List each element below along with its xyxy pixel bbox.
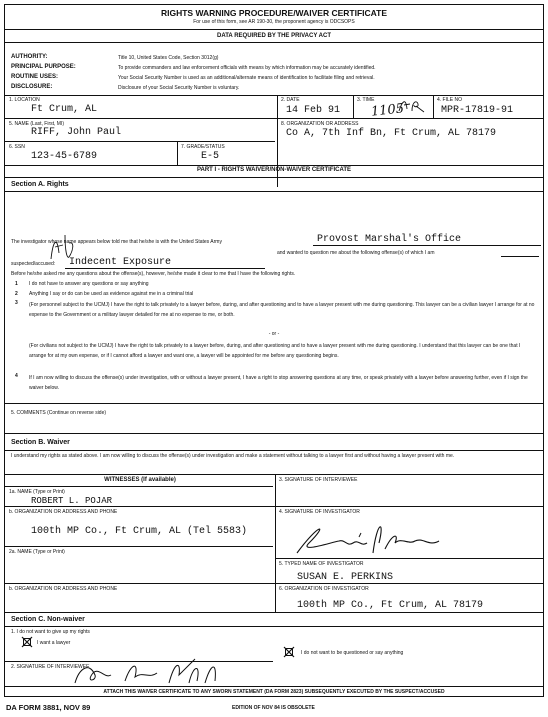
check-mark-icon [283, 646, 295, 658]
signature-interviewee-label: 3. SIGNATURE OF INTERVIEWEE [279, 477, 358, 483]
right-1-text: I do not have to answer any questions or say anything [29, 281, 149, 287]
typed-name-value[interactable]: SUSAN E. PERKINS [297, 572, 394, 583]
section-b-title: Section B. Waiver [11, 439, 70, 446]
non-waiver-signature-label: 2. SIGNATURE OF INTERVIEWEE [11, 664, 90, 670]
date-value[interactable]: 14 Feb 91 [286, 105, 341, 116]
part1-title: PART I - RIGHTS WAIVER/NON-WAIVER CERTIFICATE [196, 167, 352, 173]
ssn-value[interactable]: 123-45-6789 [31, 151, 98, 162]
file-no-value[interactable]: MPR-17819-91 [441, 105, 514, 116]
rights-before-text: Before he/she asked me any questions about the offense(s), however, he/she made it clear to me that I have the following rights. [11, 271, 296, 277]
organization-value[interactable]: Co A, 7th Inf Bn, Ft Crum, AL 78179 [286, 128, 497, 139]
form-title: RIGHTS WARNING PROCEDURE/WAIVER CERTIFICATE [160, 8, 388, 18]
location-value[interactable]: Ft Crum, AL [31, 104, 98, 115]
witness-1-name-label: 1a. NAME (Type or Print) [9, 489, 65, 495]
rights-intro-1: The investigator whose name appears below told me that he/she is with the United States Army [11, 239, 222, 245]
time-value[interactable]: 1105 [370, 101, 405, 120]
right-3-number: 3 [15, 300, 18, 306]
witness-2-org-label: b. ORGANIZATION OR ADDRESS AND PHONE [9, 586, 118, 592]
name-label: 5. NAME (Last, First, MI) [9, 121, 65, 127]
right-1-number: 1 [15, 281, 18, 287]
non-waiver-line-1: 1. I do not want to give up my rights [11, 629, 90, 635]
want-lawyer-label: I want a lawyer [37, 640, 71, 646]
rights-waiver-form [4, 4, 544, 697]
or-separator: - or - [268, 331, 280, 337]
right-4-number: 4 [15, 373, 18, 379]
comments-label: 5. COMMENTS (Continue on reverse side) [11, 410, 107, 416]
name-value[interactable]: RIFF, John Paul [31, 127, 122, 138]
initials-signature [397, 97, 427, 113]
witness-1-org-label: b. ORGANIZATION OR ADDRESS AND PHONE [9, 509, 118, 515]
investigator-org-label: 6. ORGANIZATION OF INVESTIGATOR [279, 586, 369, 592]
disclosure-label: DISCLOSURE: [11, 84, 53, 90]
grade-label: 7. GRADE/STATUS [181, 144, 225, 150]
witness-1-name-value[interactable]: ROBERT L. POJAR [31, 496, 113, 506]
right-3-text: (For personnel subject to the UCMJ) I have the right to talk privately to a lawyer before, during, and after questioning and to have a lawyer present with me during questioning. This lawyer can be a civilian lawyer I arrange for at no expense to the Government or a military lawyer detailed for me at no expense to me, or both. [29, 302, 535, 318]
file-no-label: 4. FILE NO [437, 97, 463, 103]
grade-value[interactable]: E-5 [201, 151, 220, 162]
right-2-number: 2 [15, 291, 18, 297]
suspected-label: suspected/accused: [11, 261, 56, 267]
agency-value[interactable]: Provost Marshal's Office [313, 234, 541, 246]
investigator-signature [289, 513, 469, 563]
edition-note: EDITION OF NOV 84 IS OBSOLETE [232, 705, 315, 711]
purpose-text: To provide commanders and law enforcement officials with means by which information may be accurately identified. [118, 65, 376, 71]
signature-investigator-label: 4. SIGNATURE OF INVESTIGATOR [279, 509, 360, 515]
waiver-text: I understand my rights as stated above. I am now willing to discuss the offense(s) under investigation and make a statement without talking to a lawyer first and without having a lawyer present with me. [11, 453, 455, 459]
section-c-title: Section C. Non-waiver [11, 616, 85, 623]
routine-uses-label: ROUTINE USES: [11, 74, 59, 80]
form-subtitle: For use of this form, see AR 190-30, the proponent agency is ODCSOPS [193, 19, 355, 25]
typed-name-label: 5. TYPED NAME OF INVESTIGATOR [279, 561, 364, 567]
right-3b-text: (For civilians not subject to the UCMJ) I have the right to talk privately to a lawyer before, during, and after questioning and to have a lawyer present with me during questioning. I understand that this lawyer can be one that I arrange for at my own expense, or if I cannot afford a lawyer and want one, a lawyer will be appointed for me before any questioning begins. [29, 343, 521, 359]
section-a-title: Section A. Rights [11, 181, 69, 188]
location-label: 1. LOCATION [9, 97, 40, 103]
purpose-label: PRINCIPAL PURPOSE: [11, 64, 76, 70]
right-4-text: If I am now willing to discuss the offense(s) under investigation, with or without a lawyer present, I have a right to stop answering questions at any time, or speak privately with a lawyer before answering further, even if I sign the waiver below. [29, 375, 528, 391]
attach-instruction: ATTACH THIS WAIVER CERTIFICATE TO ANY SWORN STATEMENT (DA FORM 2823) SUBSEQUENTLY EXECUTED BY THE SUSPECT/ACCUSED [103, 689, 445, 695]
authority-text: Title 10, United States Code, Section 3012(g) [118, 55, 219, 61]
date-label: 2. DATE [281, 97, 300, 103]
routine-uses-text: Your Social Security Number is used as an additional/alternate means of identification to facilitate filing and retrieval. [118, 75, 375, 81]
witness-2-name-label: 2a. NAME (Type or Print) [9, 549, 65, 555]
no-questioning-label: I do not want to be questioned or say anything [301, 650, 404, 656]
right-2-text: Anything I say or do can be used as evidence against me in a criminal trial [29, 291, 194, 297]
privacy-act-title: DATA REQUIRED BY THE PRIVACY ACT [216, 33, 331, 39]
authority-label: AUTHORITY: [11, 54, 48, 60]
ssn-label: 6. SSN [9, 144, 25, 150]
check-mark-icon [21, 636, 33, 648]
offense-value[interactable]: Indecent Exposure [65, 257, 265, 269]
disclosure-text: Disclosure of your Social Security Number is voluntary. [118, 85, 240, 91]
organization-label: 8. ORGANIZATION OR ADDRESS [281, 121, 359, 127]
rights-intro-2: and wanted to question me about the following offense(s) of which I am [277, 250, 435, 256]
investigator-org-value[interactable]: 100th MP Co., Ft Crum, AL 78179 [297, 600, 484, 611]
time-label: 3. TIME [357, 97, 375, 103]
witness-1-org-value[interactable]: 100th MP Co., Ft Crum, AL (Tel 5583) [31, 526, 248, 537]
form-number: DA FORM 3881, NOV 89 [6, 703, 91, 712]
witnesses-label: WITNESSES (If available) [104, 477, 176, 483]
interviewee-signature [65, 655, 245, 687]
